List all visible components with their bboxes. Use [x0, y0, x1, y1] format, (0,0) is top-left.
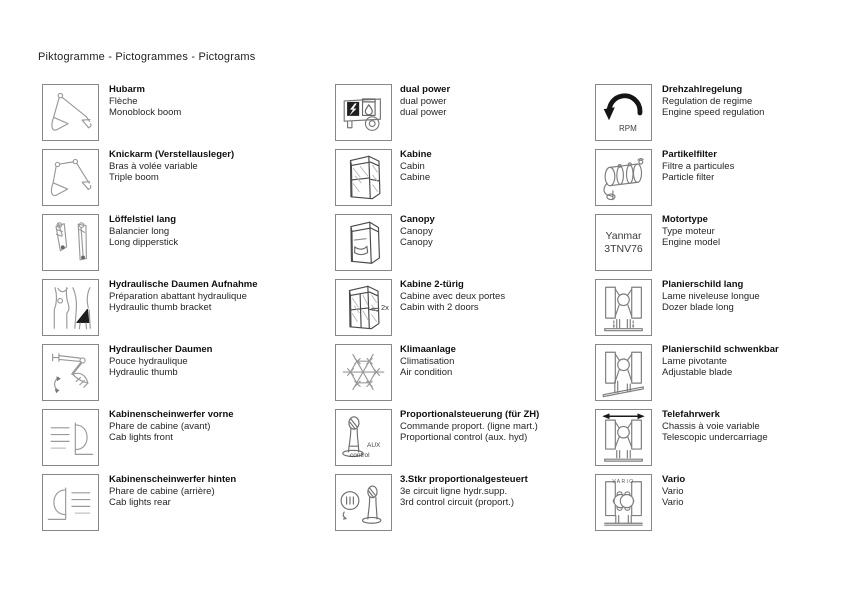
- control-label: control: [350, 452, 370, 459]
- pictogram-row: [42, 344, 344, 401]
- pictogram-line-en: Engine model: [662, 237, 721, 249]
- cab-lights-front-icon: [42, 409, 99, 466]
- pictogram-title: Proportionalsteuerung (für ZH): [400, 409, 540, 420]
- engine-model-line2: 3TNV76: [604, 242, 643, 255]
- pictogram-line-en: Triple boom: [109, 172, 159, 184]
- boom-icon: [43, 85, 98, 140]
- pictogram-line-fr: Phare de cabine (avant): [109, 420, 211, 432]
- pictogram-title: Partikelfilter: [662, 149, 717, 160]
- pictogram-title: Kabine 2-türig: [400, 279, 464, 290]
- pictogram-title: 3.Stkr proportionalgesteuert: [400, 474, 528, 485]
- pictogram-row: [335, 84, 635, 141]
- pictogram-line-en: Canopy: [400, 237, 433, 249]
- pictogram-title: Drehzahlregelung: [662, 84, 743, 95]
- cabin-two-door-icon: [335, 279, 392, 336]
- dual-power-icon: [335, 84, 392, 141]
- pictogram-line-fr: Préparation abattant hydraulique: [109, 290, 247, 302]
- pictogram-row: [335, 344, 635, 401]
- pictogram-line-fr: Chassis à voie variable: [662, 420, 760, 432]
- long-dipperstick-icon: [43, 215, 98, 270]
- aux-label: AUX: [367, 442, 381, 449]
- rpm-regulation-icon: [595, 84, 652, 141]
- particle-filter-icon: [596, 150, 651, 205]
- pictogram-line-fr: Lame pivotante: [662, 355, 727, 367]
- pictogram-title: Planierschild schwenkbar: [662, 344, 779, 355]
- pictogram-line-en: Hydraulic thumb bracket: [109, 302, 212, 314]
- cab-lights-rear-icon: [42, 474, 99, 531]
- pictogram-line-fr: Bras à volée variable: [109, 160, 198, 172]
- air-condition-icon: [336, 345, 391, 400]
- pictogram-title: Kabine: [400, 149, 432, 160]
- pictogram-line-fr: 3e circuit ligne hydr.supp.: [400, 485, 508, 497]
- pictogram-line-en: Long dipperstick: [109, 237, 179, 249]
- canopy-icon: [336, 215, 391, 270]
- pictogram-title: Hydraulischer Daumen: [109, 344, 213, 355]
- boom-icon: [42, 84, 99, 141]
- pictogram-row: [335, 409, 635, 466]
- engine-model-box: [595, 214, 652, 271]
- pictogram-title: Canopy: [400, 214, 435, 225]
- pictogram-row: [42, 279, 344, 336]
- dozer-blade-long-icon: [596, 280, 651, 335]
- two-x-label: 2x: [381, 303, 389, 312]
- pictogram-line-fr: Vario: [662, 485, 684, 497]
- pictogram-row: [42, 149, 344, 206]
- cab-lights-front-icon: [43, 410, 98, 465]
- pictogram-row: [42, 214, 344, 271]
- pictogram-line-fr: Phare de cabine (arrière): [109, 485, 215, 497]
- pictogram-row: [595, 279, 842, 336]
- pictogram-title: Hydraulische Daumen Aufnahme: [109, 279, 258, 290]
- pictogram-line-en: Cab lights front: [109, 432, 173, 444]
- pictogram-line-fr: Canopy: [400, 225, 433, 237]
- pictogram-title: Klimaanlage: [400, 344, 456, 355]
- pictogram-line-en: Cabine: [400, 172, 431, 184]
- pictogram-line-en: Cab lights rear: [109, 497, 171, 509]
- pictogram-line-fr: Cabine avec deux portes: [400, 290, 506, 302]
- knuckle-boom-icon: [43, 150, 98, 205]
- dozer-blade-long-icon: [595, 279, 652, 336]
- cabin-icon: [335, 149, 392, 206]
- pictogram-row: [595, 409, 842, 466]
- cab-lights-rear-icon: [43, 475, 98, 530]
- pictogram-line-fr: dual power: [400, 95, 447, 107]
- pictogram-line-en: Engine speed regulation: [662, 107, 765, 119]
- pictogram-line-en: Dozer blade long: [662, 302, 734, 314]
- vario-icon: [595, 474, 652, 531]
- pictogram-line-en: Air condition: [400, 367, 453, 379]
- pictogram-line-en: Hydraulic thumb: [109, 367, 178, 379]
- telescopic-undercarriage-icon: [596, 410, 651, 465]
- dual-power-icon: [336, 85, 391, 140]
- pictogram-row: [595, 149, 842, 206]
- vario-label: VARIO: [612, 479, 635, 485]
- pictogram-line-fr: Balancier long: [109, 225, 170, 237]
- aux-proportional-control-icon: [335, 409, 392, 466]
- pictogram-line-en: Cabin with 2 doors: [400, 302, 479, 314]
- pictogram-line-fr: Lame niveleuse longue: [662, 290, 760, 302]
- third-control-circuit-icon: [335, 474, 392, 531]
- canopy-icon: [335, 214, 392, 271]
- pictogram-row: [335, 279, 635, 336]
- pictogram-line-en: Proportional control (aux. hyd): [400, 432, 528, 444]
- rpm-label: RPM: [619, 124, 637, 133]
- pictogram-line-en: Telescopic undercarriage: [662, 432, 768, 444]
- pictogram-title: Vario: [662, 474, 686, 485]
- engine-model-line1: Yanmar: [605, 229, 642, 242]
- pictogram-line-fr: Climatisation: [400, 355, 455, 367]
- hydraulic-thumb-bracket-icon: [43, 280, 98, 335]
- telescopic-undercarriage-icon: [595, 409, 652, 466]
- pictogram-row: [42, 84, 344, 141]
- pictogram-line-fr: Cabin: [400, 160, 425, 172]
- adjustable-blade-icon: [595, 344, 652, 401]
- pictogram-title: Telefahrwerk: [662, 409, 720, 420]
- pictogram-line-en: Monoblock boom: [109, 107, 182, 119]
- pictogram-row: [595, 474, 842, 531]
- hydraulic-thumb-icon: [42, 344, 99, 401]
- pictogram-line-fr: Filtre a particules: [662, 160, 735, 172]
- cabin-icon: [336, 150, 391, 205]
- page-title: Piktogramme - Pictogrammes - Pictograms: [38, 51, 256, 63]
- air-condition-icon: [335, 344, 392, 401]
- pictogram-line-fr: Type moteur: [662, 225, 715, 237]
- pictogram-line-en: Vario: [662, 497, 684, 509]
- pictogram-title: Motortype: [662, 214, 708, 225]
- adjustable-blade-icon: [596, 345, 651, 400]
- pictogram-row: [335, 474, 635, 531]
- hydraulic-thumb-icon: [43, 345, 98, 400]
- pictogram-line-fr: Pouce hydraulique: [109, 355, 188, 367]
- particle-filter-icon: [595, 149, 652, 206]
- hydraulic-thumb-bracket-icon: [42, 279, 99, 336]
- pictogram-row: [42, 409, 344, 466]
- pictogram-title: Hubarm: [109, 84, 145, 95]
- pictogram-title: Planierschild lang: [662, 279, 744, 290]
- third-circuit-joystick-icon: [336, 475, 391, 530]
- pictogram-row: [335, 214, 635, 271]
- pictogram-title: Löffelstiel lang: [109, 214, 177, 225]
- pictogram-line-fr: Commande proport. (ligne mart.): [400, 420, 538, 432]
- pictogram-row: [595, 214, 842, 271]
- pictogram-line-en: Particle filter: [662, 172, 715, 184]
- pictogram-row: [42, 474, 344, 531]
- knuckle-boom-icon: [42, 149, 99, 206]
- pictogram-row: [335, 149, 635, 206]
- pictogram-line-en: Adjustable blade: [662, 367, 733, 379]
- pictogram-row: [595, 84, 842, 141]
- pictogram-line-en: dual power: [400, 107, 447, 119]
- pictogram-line-fr: Flèche: [109, 95, 138, 107]
- pictogram-row: [595, 344, 842, 401]
- long-dipperstick-icon: [42, 214, 99, 271]
- pictogram-line-fr: Regulation de regime: [662, 95, 753, 107]
- pictogram-title: Knickarm (Verstellausleger): [109, 149, 235, 160]
- pictogram-title: Kabinenscheinwerfer vorne: [109, 409, 234, 420]
- pictogram-title: Kabinenscheinwerfer hinten: [109, 474, 237, 485]
- pictogram-line-en: 3rd control circuit (proport.): [400, 497, 515, 509]
- pictogram-title: dual power: [400, 84, 451, 95]
